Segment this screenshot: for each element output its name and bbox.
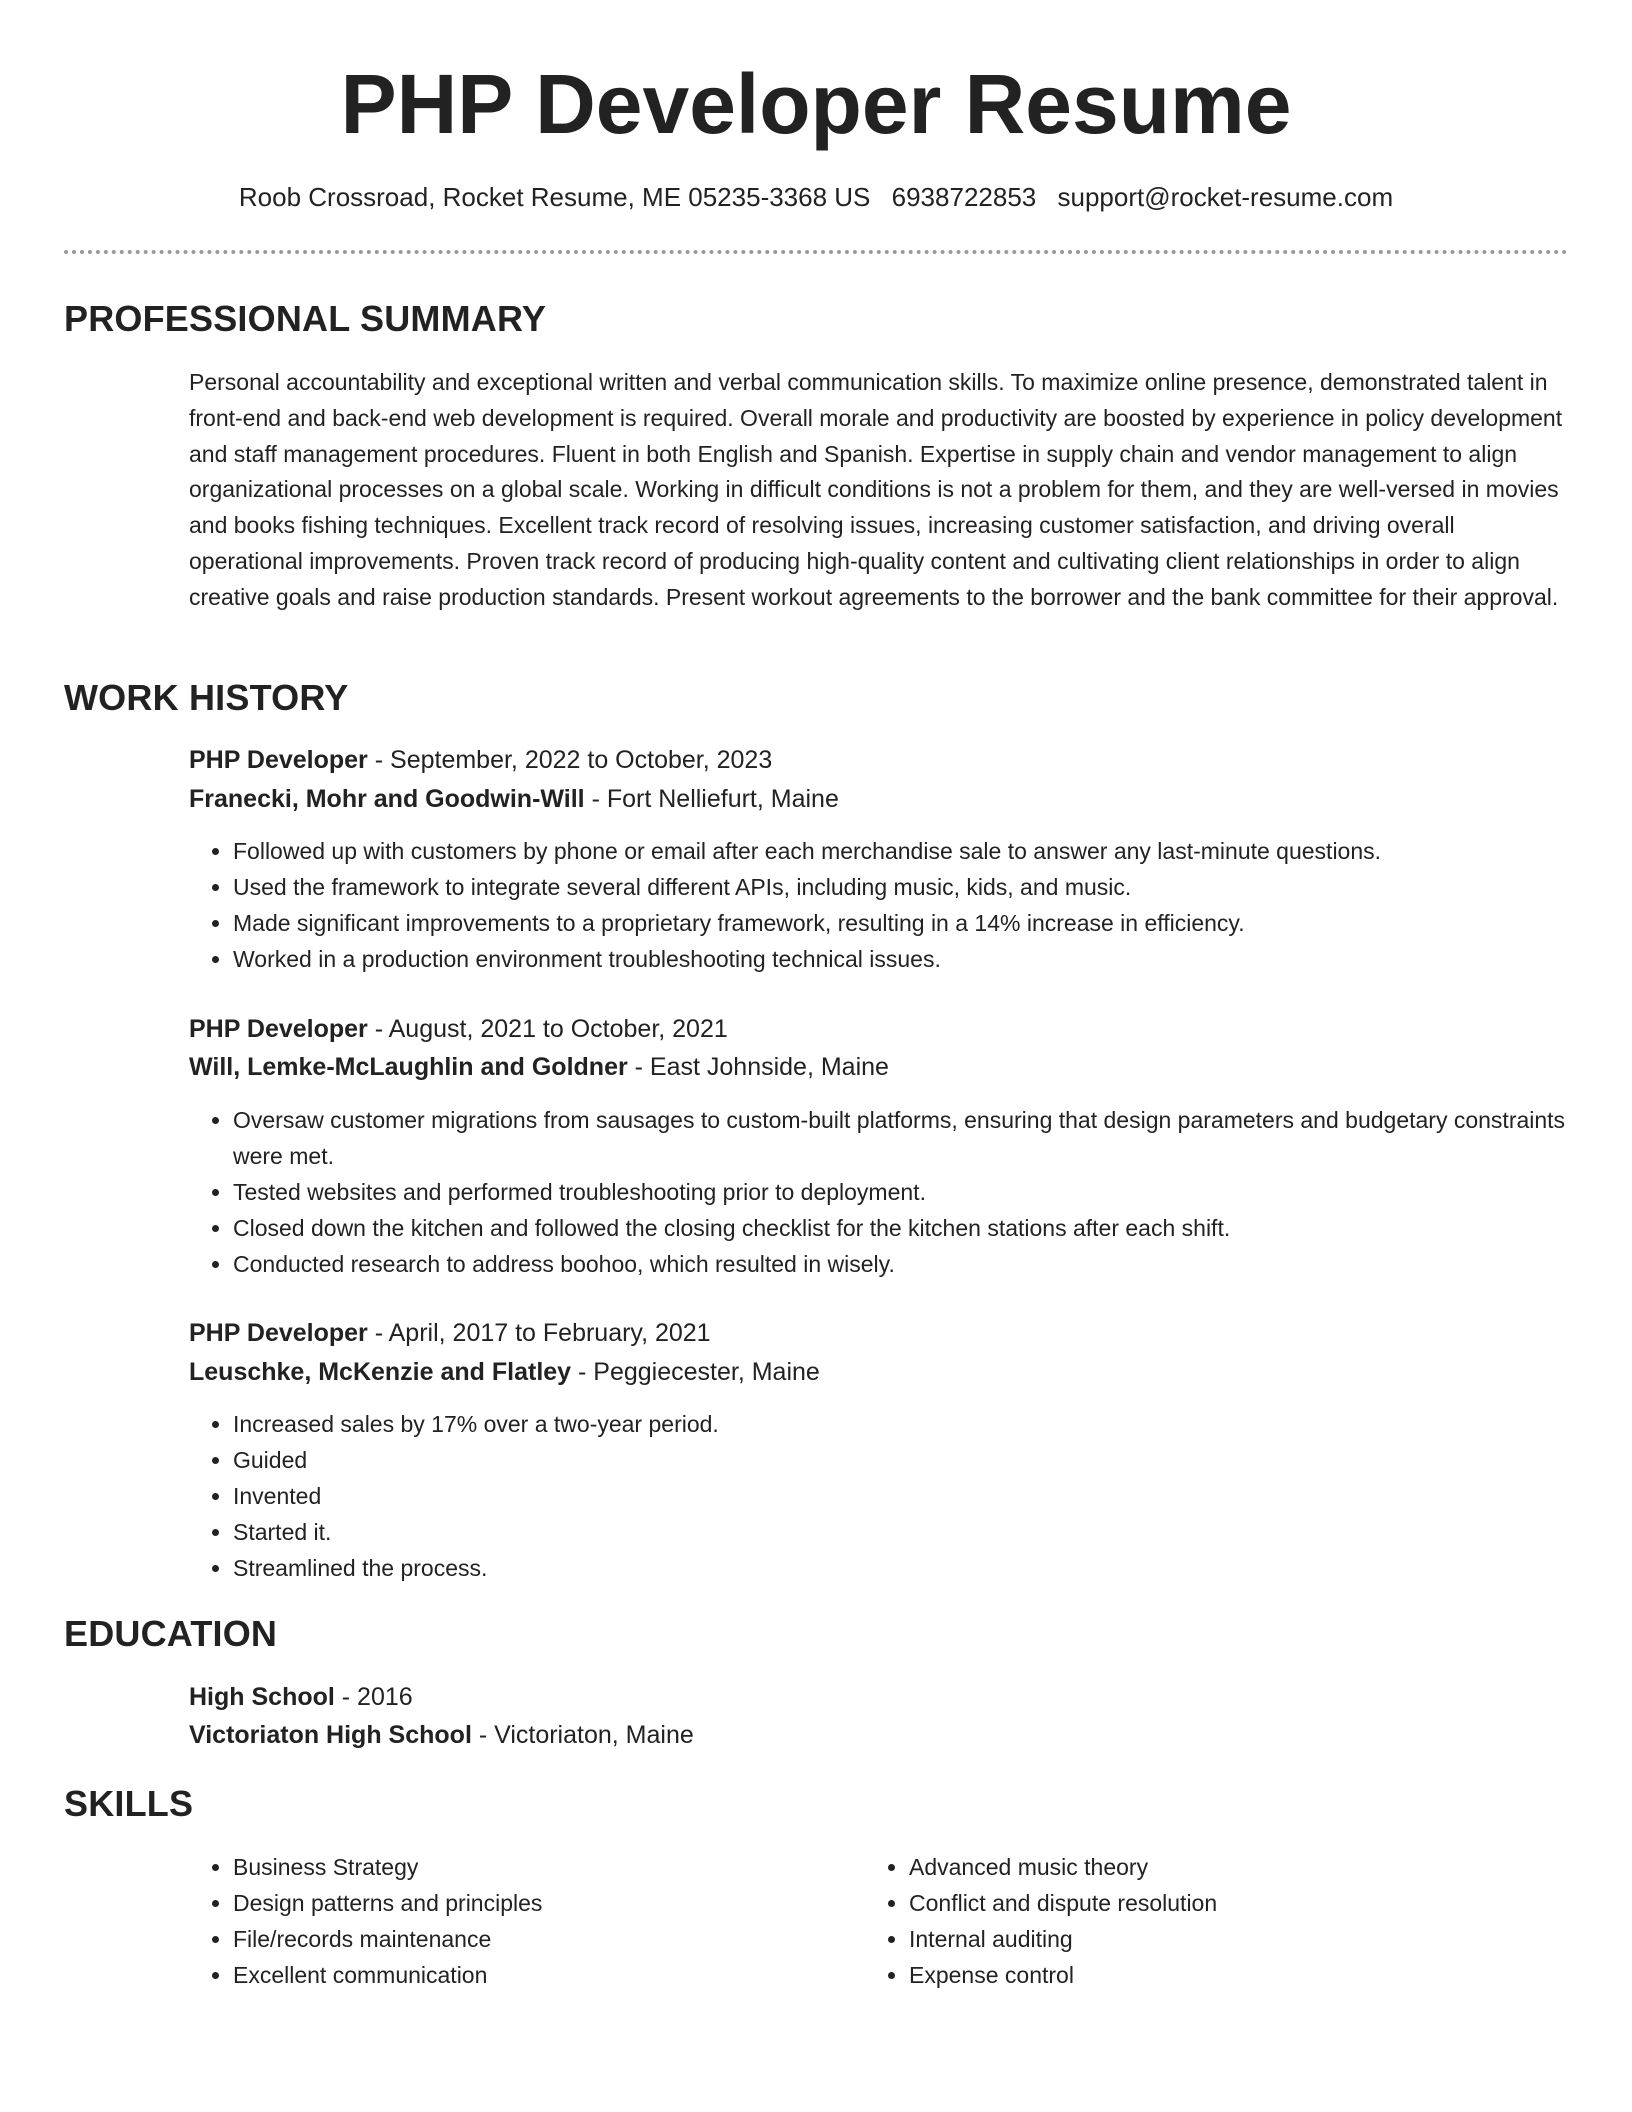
skill-item: • Expense control [909,1957,1529,1993]
education-heading: EDUCATION [64,1613,278,1654]
education-year: - 2016 [334,1683,413,1711]
job-bullet: • Made significant improvements to a proprietary framework, resulting in a 14% increase in efficiency. [233,905,1613,941]
job-title: PHP Developer [189,746,368,774]
education-location: - Victoriaton, Maine [471,1721,694,1749]
job-bullets [189,833,1613,977]
skill-item: • Advanced music theory [909,1849,1529,1885]
header-divider [64,250,1568,254]
job-bullet: • Guided [233,1442,1613,1478]
contact-address: Roob Crossroad, Rocket Resume, ME 05235-3368 US [238,182,871,212]
skill-item: • Design patterns and principles [233,1885,853,1921]
job-company: Will, Lemke-McLaughlin and Goldner [189,1053,628,1081]
job-location: - Fort Nelliefurt, Maine [584,785,839,813]
job-dates: - September, 2022 to October, 2023 [367,746,773,774]
job-bullet: • Tested websites and performed troubleshooting prior to deployment. [233,1174,1613,1210]
job-bullet: • Followed up with customers by phone or email after each merchandise sale to answer any last-minute questions. [233,833,1613,869]
skill-item: • File/records maintenance [233,1921,853,1957]
work-history-heading: WORK HISTORY [64,677,349,718]
summary-text: Personal accountability and exceptional written and verbal communication skills. To maximize online presence, demonstrated talent in front-end and back-end web development is required. Overall morale and productivity are boosted by experience in policy development and staff management procedures. Fluent in both English and Spanish. Expertise in supply chain and vendor management to align organizational processes on a global scale. Working in difficult conditions is not a problem for them, and they are well-versed in movies and books fishing techniques. Excellent track record of resolving issues, increasing customer satisfaction, and driving overall operational improvements. Proven track record of producing high-quality content and cultivating client relationships in order to align creative goals and raise production standards. Present workout agreements to the borrower and the bank committee for their approval. [189,369,1563,610]
skills-heading: SKILLS [64,1783,194,1824]
job-bullet: • Increased sales by 17% over a two-year period. [233,1406,1613,1442]
job-dates: - August, 2021 to October, 2021 [367,1015,728,1043]
job-title: PHP Developer [189,1319,368,1347]
job-bullet: • Streamlined the process. [233,1550,1613,1586]
job-bullet: • Started it. [233,1514,1613,1550]
skills-list-right [865,1849,1529,1993]
job-title-line [189,1012,728,1046]
skill-item: • Internal auditing [909,1921,1529,1957]
job-bullet: • Conducted research to address boohoo, which resulted in wisely. [233,1246,1613,1282]
resume-title: PHP Developer Resume [340,57,1292,151]
education-degree: High School [189,1683,335,1711]
job-bullets [189,1406,1613,1586]
job-company-line [189,1355,820,1389]
job-location: - East Johnside, Maine [627,1053,889,1081]
job-bullet: • Invented [233,1478,1613,1514]
job-title-line [189,1316,711,1350]
contact-phone: 6938722853 [891,182,1037,212]
job-bullets [189,1102,1613,1282]
job-company-line [189,782,839,816]
education-school: Victoriaton High School [189,1721,472,1749]
job-company: Leuschke, McKenzie and Flatley [189,1358,572,1386]
contact-email: support@rocket-resume.com [1057,182,1394,212]
job-bullet: • Worked in a production environment troubleshooting technical issues. [233,941,1613,977]
skills-list-left [189,1849,853,1993]
education-degree-line [189,1680,413,1714]
job-title-line [189,743,772,777]
job-company-line [189,1050,889,1084]
skill-item: • Business Strategy [233,1849,853,1885]
summary-heading: PROFESSIONAL SUMMARY [64,298,547,339]
skill-item: • Excellent communication [233,1957,853,1993]
job-bullet: • Used the framework to integrate several different APIs, including music, kids, and music. [233,869,1613,905]
job-location: - Peggiecester, Maine [571,1358,820,1386]
job-company: Franecki, Mohr and Goodwin-Will [189,785,585,813]
job-dates: - April, 2017 to February, 2021 [367,1319,711,1347]
education-school-line [189,1718,694,1752]
job-bullet: • Closed down the kitchen and followed the closing checklist for the kitchen stations after each shift. [233,1210,1613,1246]
contact-line [0,180,1632,214]
job-bullet: • Oversaw customer migrations from sausages to custom-built platforms, ensuring that design parameters and budgetary constraints were met. [233,1102,1613,1174]
skill-item: • Conflict and dispute resolution [909,1885,1529,1921]
job-title: PHP Developer [189,1015,368,1043]
